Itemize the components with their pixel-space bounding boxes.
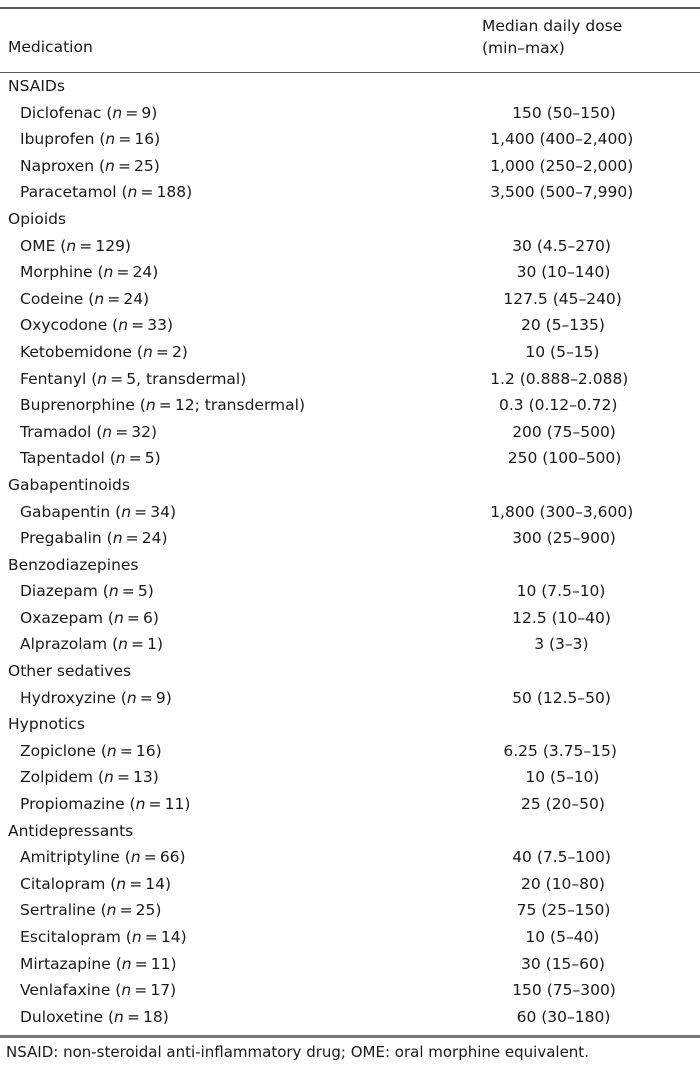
table-row — [0, 740, 700, 767]
medication-name: Tramadol (n = 32) — [20, 422, 158, 441]
median-dose: 127.5 (45–240) — [503, 289, 622, 308]
table-row — [0, 235, 700, 262]
medication-name: Ketobemidone (n = 2) — [20, 342, 188, 361]
medication-name: Oxazepam (n = 6) — [20, 608, 159, 627]
medication-name: Fentanyl (n = 5, transdermal) — [20, 369, 247, 388]
header-dose — [482, 15, 622, 59]
medication-name: Zolpidem (n = 13) — [20, 768, 159, 787]
header-dose-line1: Median daily dose — [482, 17, 623, 35]
median-dose: 10 (7.5–10) — [516, 582, 606, 601]
median-dose: 6.25 (3.75–15) — [503, 741, 617, 760]
category-label: Opioids — [8, 209, 67, 228]
median-dose: 200 (75–500) — [512, 422, 616, 441]
table-body — [0, 75, 700, 1032]
median-dose: 25 (20–50) — [521, 795, 605, 814]
medication-name: Oxycodone (n = 33) — [20, 316, 173, 335]
table-row — [0, 394, 700, 421]
medication-name: Amitriptyline (n = 66) — [20, 848, 186, 867]
medication-name: OME (n = 129) — [20, 236, 131, 255]
median-dose: 1.2 (0.888–2.088) — [490, 369, 629, 388]
median-dose: 150 (50–150) — [512, 103, 616, 122]
table-row — [0, 501, 700, 528]
table-row — [0, 926, 700, 953]
median-dose: 150 (75–300) — [512, 981, 616, 1000]
table-row — [0, 899, 700, 926]
medication-name: Diazepam (n = 5) — [20, 582, 154, 601]
median-dose: 1,800 (300–3,600) — [490, 502, 634, 521]
table-row — [0, 288, 700, 315]
category-row — [0, 474, 700, 501]
table-row — [0, 687, 700, 714]
table-bottom-rule — [0, 1035, 700, 1038]
medication-name: Zopiclone (n = 16) — [20, 741, 162, 760]
table-row — [0, 421, 700, 448]
medication-name: Duloxetine (n = 18) — [20, 1007, 169, 1026]
medication-name: Morphine (n = 24) — [20, 263, 159, 282]
category-label: NSAIDs — [8, 77, 65, 95]
median-dose: 250 (100–500) — [507, 449, 622, 468]
table-header — [0, 12, 700, 67]
table-row — [0, 873, 700, 900]
category-row — [0, 208, 700, 235]
header-dose-line2: (min–max) — [482, 39, 565, 57]
category-row — [0, 75, 700, 102]
medication-name: Escitalopram (n = 14) — [20, 928, 187, 946]
category-label: Hypnotics — [8, 715, 85, 734]
category-row — [0, 660, 700, 687]
category-label: Other sedatives — [8, 662, 132, 681]
table-row — [0, 181, 700, 208]
table-row — [0, 979, 700, 1006]
medication-name: Gabapentin (n = 34) — [20, 502, 177, 521]
median-dose: 20 (5–135) — [521, 316, 605, 335]
median-dose: 0.3 (0.12–0.72) — [499, 396, 618, 415]
table-footnote: NSAID: non-steroidal anti-inflammatory drug; OME: oral morphine equivalent. — [6, 1043, 589, 1061]
medication-name: Venlafaxine (n = 17) — [20, 981, 177, 1000]
medication-name: Citalopram (n = 14) — [20, 874, 172, 893]
median-dose: 10 (5–15) — [525, 342, 600, 361]
medication-name: Paracetamol (n = 188) — [20, 183, 193, 202]
table-top-rule — [0, 7, 700, 9]
medication-name: Sertraline (n = 25) — [20, 901, 162, 920]
category-row — [0, 554, 700, 581]
median-dose: 1,000 (250–2,000) — [490, 156, 634, 175]
category-label: Antidepressants — [8, 821, 134, 840]
median-dose: 75 (25–150) — [516, 901, 611, 920]
table-row — [0, 128, 700, 155]
medication-name: Mirtazapine (n = 11) — [20, 954, 177, 973]
median-dose: 12.5 (10–40) — [512, 608, 611, 627]
medication-name: Hydroxyzine (n = 9) — [20, 688, 172, 707]
table-row — [0, 261, 700, 288]
table-row — [0, 846, 700, 873]
table-header-rule — [0, 72, 700, 73]
category-label: Gabapentinoids — [8, 475, 130, 494]
median-dose: 30 (10–140) — [516, 263, 611, 282]
medication-name: Buprenorphine (n = 12; transdermal) — [20, 396, 306, 415]
medication-name: Pregabalin (n = 24) — [20, 529, 168, 548]
table-row — [0, 341, 700, 368]
median-dose: 50 (12.5–50) — [512, 688, 611, 707]
medication-name: Alprazolam (n = 1) — [20, 635, 164, 654]
medication-name: Codeine (n = 24) — [20, 289, 150, 308]
median-dose: 3 (3–3) — [534, 635, 589, 654]
table-row — [0, 607, 700, 634]
table-row — [0, 102, 700, 129]
table-row — [0, 633, 700, 660]
table-row — [0, 793, 700, 820]
median-dose: 300 (25–900) — [512, 529, 616, 548]
median-dose: 10 (5–10) — [525, 768, 600, 787]
header-medication: Medication — [8, 38, 93, 56]
table-row — [0, 766, 700, 793]
medication-name: Propiomazine (n = 11) — [20, 795, 191, 814]
median-dose: 60 (30–180) — [516, 1007, 611, 1026]
median-dose: 30 (15–60) — [521, 954, 605, 973]
table-row — [0, 1006, 700, 1033]
median-dose: 30 (4.5–270) — [512, 236, 611, 255]
median-dose: 20 (10–80) — [521, 874, 605, 893]
table-row — [0, 314, 700, 341]
table-row — [0, 368, 700, 395]
table-row — [0, 953, 700, 980]
median-dose: 3,500 (500–7,990) — [490, 183, 634, 202]
median-dose: 10 (5–40) — [525, 928, 600, 946]
table-row — [0, 580, 700, 607]
median-dose: 1,400 (400–2,400) — [490, 130, 634, 149]
median-dose: 40 (7.5–100) — [512, 848, 611, 867]
category-row — [0, 713, 700, 740]
medication-name: Naproxen (n = 25) — [20, 156, 160, 175]
category-label: Benzodiazepines — [8, 555, 139, 574]
table-row — [0, 447, 700, 474]
medication-name: Ibuprofen (n = 16) — [20, 130, 161, 149]
category-row — [0, 820, 700, 847]
medication-name: Diclofenac (n = 9) — [20, 103, 158, 122]
medication-name: Tapentadol (n = 5) — [20, 449, 161, 468]
table-row — [0, 527, 700, 554]
table-row — [0, 155, 700, 182]
